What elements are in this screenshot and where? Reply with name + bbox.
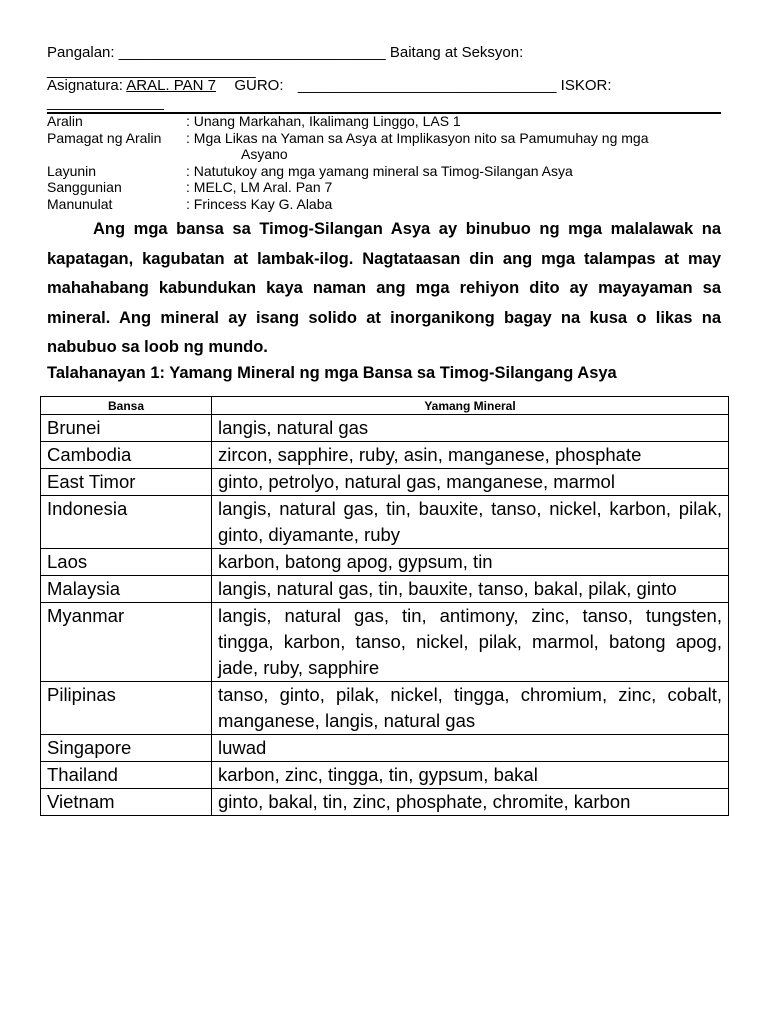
country-cell: Thailand	[41, 762, 212, 789]
info-value-cell	[186, 130, 727, 163]
country-cell: Cambodia	[41, 442, 212, 469]
info-key: Manunulat	[47, 195, 113, 212]
intro-paragraph: Ang mga bansa sa Timog-Silangan Asya ay binubuo ng mga malalawak na kapatagan, kagubatan at lambak-ilog. Nagtataasan din ang mga talampas at may mahahabang kabundukan kaya naman ang mga rehiyon dito ay mayayaman sa mineral. Ang mineral ay isang solido at inorganikong bagay na kusa o likas na nabubuo sa loob ng mundo.	[47, 220, 721, 356]
table-row	[41, 496, 729, 549]
table-row	[41, 762, 729, 789]
score-label: ISKOR:	[560, 77, 612, 94]
info-value: : Frincess Kay G. Alaba	[186, 195, 333, 212]
minerals-cell: langis, natural gas	[212, 415, 729, 442]
name-label: Pangalan:	[47, 44, 115, 61]
minerals-cell: ginto, bakal, tin, zinc, phosphate, chromite, karbon	[212, 789, 729, 816]
country-cell: Laos	[41, 549, 212, 576]
minerals-cell: ginto, petrolyo, natural gas, manganese, marmol	[212, 469, 729, 496]
table-row	[41, 603, 729, 682]
info-row	[47, 113, 727, 130]
country-cell: Singapore	[41, 735, 212, 762]
score-blank-line	[47, 94, 164, 112]
minerals-cell: tanso, ginto, pilak, nickel, tingga, chromium, zinc, cobalt, manganese, langis, natural gas	[212, 682, 729, 735]
minerals-cell: langis, natural gas, tin, bauxite, tanso, nickel, karbon, pilak, ginto, diyamante, ruby	[212, 496, 729, 549]
minerals-cell: langis, natural gas, tin, antimony, zinc, tanso, tungsten, tingga, karbon, tanso, nickel, pilak, marmol, batong apog, jade, ruby, sapphire	[212, 603, 729, 682]
country-cell: Myanmar	[41, 603, 212, 682]
subject-line	[47, 77, 612, 95]
minerals-cell: langis, natural gas, tin, bauxite, tanso, bakal, pilak, ginto	[212, 576, 729, 603]
minerals-cell: zircon, sapphire, ruby, asin, manganese, phosphate	[212, 442, 729, 469]
table-row	[41, 442, 729, 469]
country-cell: East Timor	[41, 469, 212, 496]
grade-section-label: Baitang at Seksyon:	[389, 44, 524, 61]
table-caption: Talahanayan 1: Yamang Mineral ng mga Bansa sa Timog-Silangang Asya	[47, 364, 617, 382]
column-header-minerals: Yamang Mineral	[212, 397, 729, 415]
info-row	[47, 163, 727, 180]
name-line	[47, 44, 523, 62]
info-value: : Mga Likas na Yaman sa Asya at Implikasyon nito sa Pamumuhay ng mga	[186, 129, 649, 146]
info-key: Pamagat ng Aralin	[47, 129, 162, 146]
country-cell: Brunei	[41, 415, 212, 442]
column-header-country: Bansa	[41, 397, 212, 415]
country-cell: Malaysia	[41, 576, 212, 603]
info-key: Aralin	[47, 113, 83, 129]
minerals-cell: karbon, zinc, tingga, tin, gypsum, bakal	[212, 762, 729, 789]
table-row	[41, 549, 729, 576]
teacher-blank[interactable]: _______________________________	[297, 77, 557, 94]
table-row	[41, 735, 729, 762]
table-row	[41, 789, 729, 816]
name-blank[interactable]: ________________________________	[118, 44, 386, 61]
info-value-continuation: Asyano	[241, 146, 288, 162]
info-row	[47, 130, 727, 163]
subject-label: Asignatura:	[47, 77, 123, 94]
teacher-label: GURO:	[234, 77, 284, 94]
lesson-info	[47, 113, 727, 212]
score-blank[interactable]: ______________	[47, 94, 164, 111]
subject-value: ARAL. PAN 7	[126, 77, 216, 94]
country-cell: Pilipinas	[41, 682, 212, 735]
table-header-row	[41, 397, 729, 415]
info-value: : Natutukoy ang mga yamang mineral sa Timog-Silangan Asya	[186, 162, 573, 179]
info-value: : MELC, LM Aral. Pan 7	[186, 179, 333, 195]
info-key: Sanggunian	[47, 179, 122, 195]
info-row	[47, 196, 727, 213]
country-cell: Vietnam	[41, 789, 212, 816]
grade-section-blank[interactable]: _________________________	[47, 62, 256, 79]
country-cell: Indonesia	[41, 496, 212, 549]
minerals-cell: karbon, batong apog, gypsum, tin	[212, 549, 729, 576]
table-row	[41, 576, 729, 603]
minerals-cell: luwad	[212, 735, 729, 762]
info-value: : Unang Markahan, Ikalimang Linggo, LAS 1	[186, 113, 461, 129]
table-row	[41, 469, 729, 496]
table-row	[41, 682, 729, 735]
table-row	[41, 415, 729, 442]
info-key: Layunin	[47, 162, 97, 179]
info-row	[47, 179, 727, 196]
mineral-table	[40, 396, 729, 816]
